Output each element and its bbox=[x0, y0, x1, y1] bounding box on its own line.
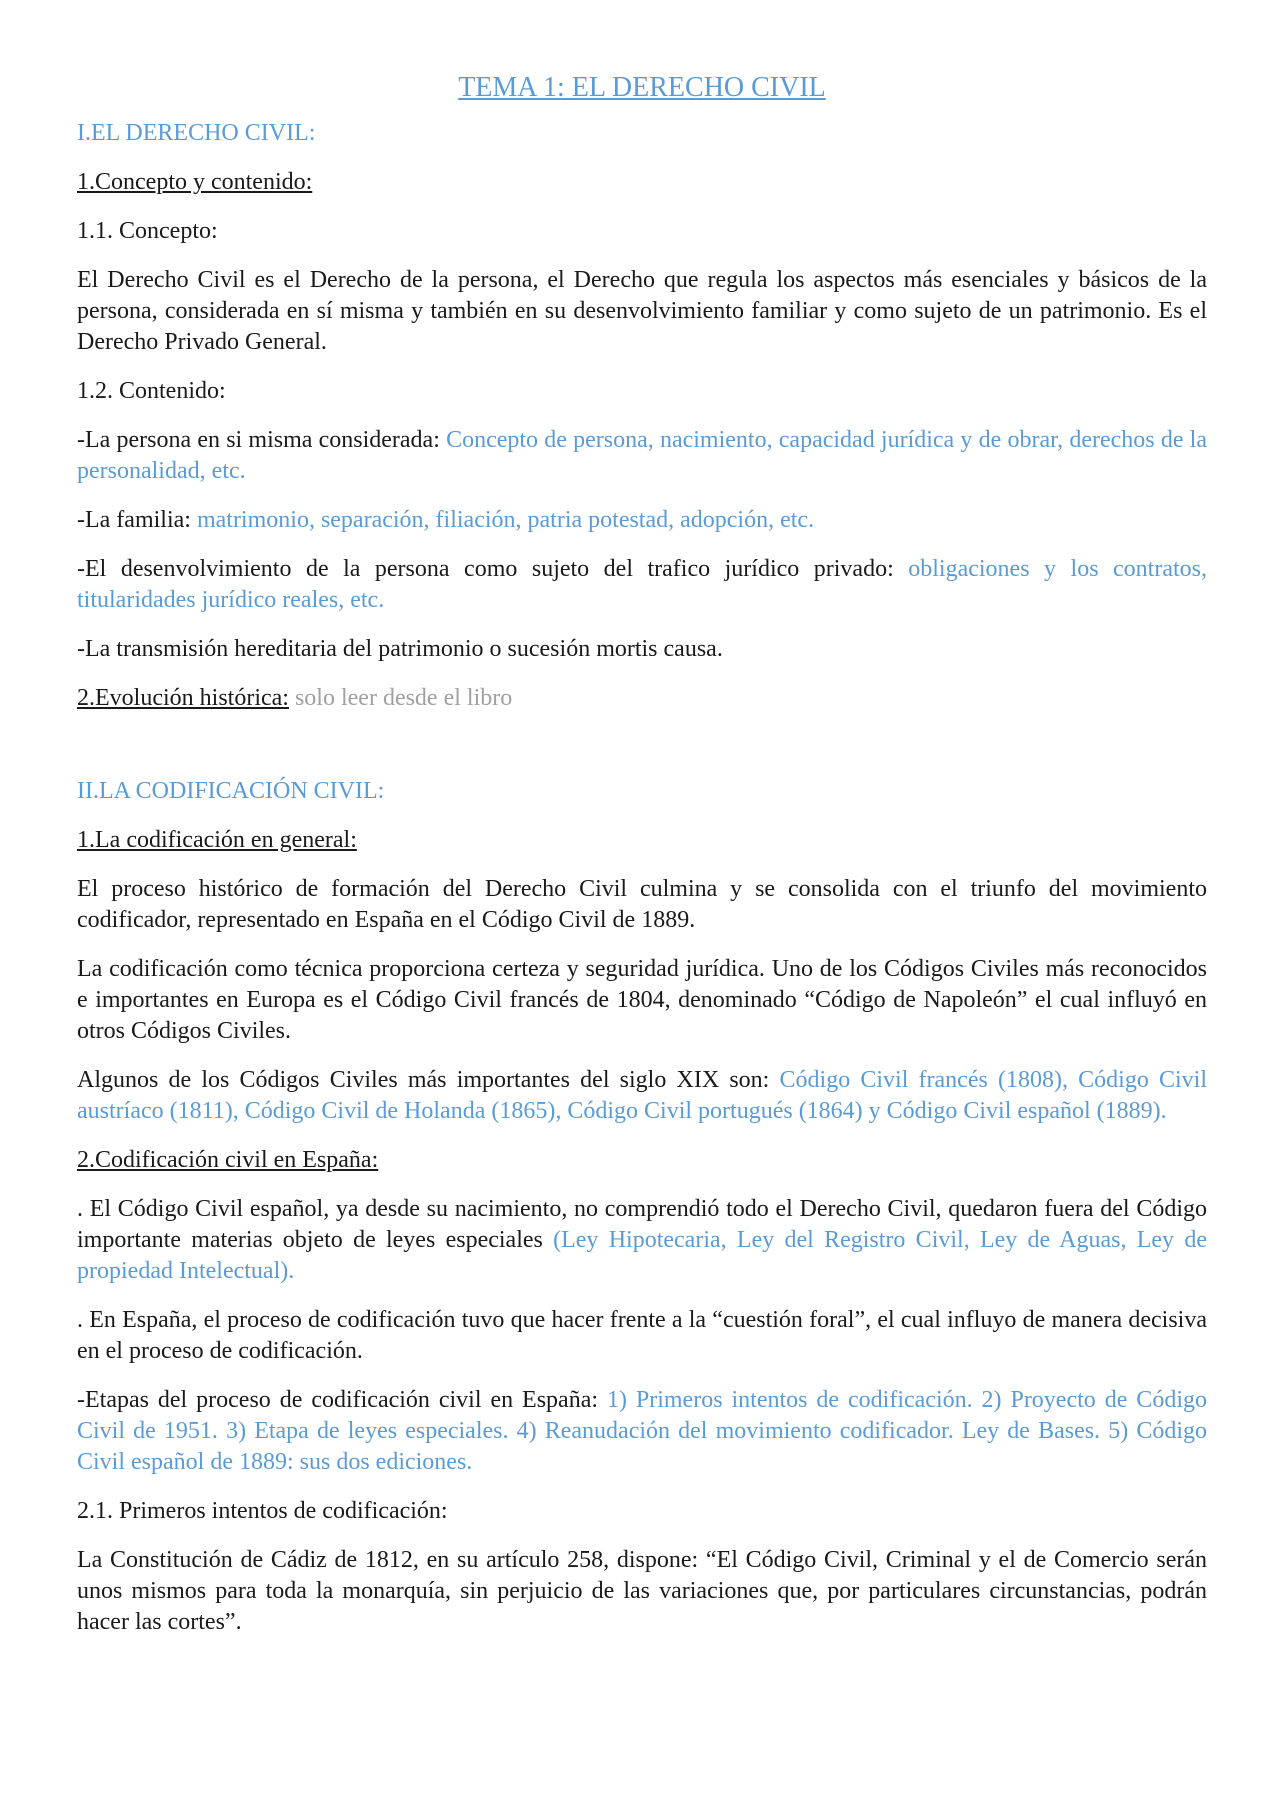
paragraph-proceso: El proceso histórico de formación del Derecho Civil culmina y se consolida con el triunfo del movimiento codificador, representado en España en el Código Civil de 1889. bbox=[77, 876, 1207, 933]
item-lead: Algunos de los Códigos Civiles más importantes del siglo XIX son: bbox=[77, 1067, 780, 1093]
item-highlight: obligaciones y los contratos, titularidades jurídico reales, etc. bbox=[77, 556, 1207, 613]
subheading-codificacion-espana bbox=[77, 1145, 1207, 1176]
paragraph-tecnica: La codificación como técnica proporciona certeza y seguridad jurídica. Uno de los Códigos Civiles más reconocidos e importantes en Europa es el Código Civil francés de 1804, denominado “Código de Napoleón” el cual influyó en otros Códigos Civiles. bbox=[77, 956, 1207, 1044]
item-lead: -La familia: bbox=[77, 507, 197, 533]
paragraph-cuestion-foral: . En España, el proceso de codificación tuvo que hacer frente a la “cuestión foral”, el cual influyo de manera decisiva en el proceso de codificación. bbox=[77, 1307, 1207, 1364]
paragraph-codigos bbox=[77, 1065, 1207, 1127]
subheading-concepto: 1.1. Concepto: bbox=[77, 218, 218, 244]
list-item-trafico bbox=[77, 554, 1207, 616]
subheading-text: 2.Codificación civil en España: bbox=[77, 1147, 379, 1173]
subheading-text: 1.Concepto y contenido: bbox=[77, 169, 313, 195]
item-highlight: Concepto de persona, nacimiento, capacidad jurídica y de obrar, derechos de la personalidad, etc. bbox=[77, 427, 1208, 484]
note-text: solo leer desde el libro bbox=[288, 685, 513, 711]
item-highlight: 1) Primeros intentos de codificación. 2) Proyecto de Código Civil de 1951. 3) Etapa de leyes especiales. 4) Reanudación del movimiento codificador. Ley de Bases. 5) Código Civil español de 1889: sus dos ediciones. bbox=[77, 1387, 1207, 1475]
list-item-familia bbox=[77, 505, 1207, 536]
subheading-text: 2.Evolución histórica: bbox=[77, 685, 289, 711]
subheading-codificacion-general bbox=[77, 825, 1207, 856]
subheading-concepto-contenido bbox=[77, 167, 1207, 198]
paragraph-concepto: El Derecho Civil es el Derecho de la persona, el Derecho que regula los aspectos más esenciales y básicos de la persona, considerada en sí misma y también en su desenvolvimiento familiar y como sujeto de un patrimonio. Es el Derecho Privado General. bbox=[77, 267, 1207, 355]
item-lead: . El Código Civil español, ya desde su nacimiento, no comprendió todo el Derecho Civil, quedaron fuera del Código importante materias objeto de leyes especiales bbox=[77, 1196, 1207, 1253]
paragraph-etapas bbox=[77, 1385, 1207, 1478]
spacer bbox=[77, 732, 1207, 776]
item-lead: -El desenvolvimiento de la persona como sujeto del trafico jurídico privado: bbox=[77, 556, 909, 582]
item-highlight: matrimonio, separación, filiación, patria potestad, adopción, etc. bbox=[196, 507, 815, 533]
paragraph-codigo-espanol bbox=[77, 1194, 1207, 1287]
subheading-contenido: 1.2. Contenido: bbox=[77, 378, 226, 404]
subheading-primeros-intentos: 2.1. Primeros intentos de codificación: bbox=[77, 1498, 448, 1524]
item-highlight: Código Civil francés (1808), Código Civil austríaco (1811), Código Civil de Holanda (1865), Código Civil portugués (1864) y Código Civil español (1889). bbox=[77, 1067, 1208, 1124]
list-item-persona bbox=[77, 425, 1207, 487]
section-heading-2: II.LA CODIFICACIÓN CIVIL: bbox=[77, 778, 385, 804]
section-heading-1: I.EL DERECHO CIVIL: bbox=[77, 120, 316, 146]
list-item-sucesion: -La transmisión hereditaria del patrimonio o sucesión mortis causa. bbox=[77, 636, 723, 662]
item-lead: -La persona en si misma considerada: bbox=[77, 427, 447, 453]
document-page bbox=[77, 70, 1207, 1656]
item-highlight: (Ley Hipotecaria, Ley del Registro Civil, Ley de Aguas, Ley de propiedad Intelectual). bbox=[77, 1227, 1207, 1284]
item-lead: -Etapas del proceso de codificación civil en España: bbox=[77, 1387, 607, 1413]
subheading-text: 1.La codificación en general: bbox=[77, 827, 357, 853]
subheading-evolucion bbox=[77, 683, 1207, 714]
paragraph-constitucion: La Constitución de Cádiz de 1812, en su artículo 258, dispone: “El Código Civil, Criminal y el de Comercio serán unos mismos para toda la monarquía, sin perjuicio de las variaciones que, por particulares circunstancias, podrán hacer las cortes”. bbox=[77, 1547, 1207, 1635]
document-title: TEMA 1: EL DERECHO CIVIL bbox=[458, 72, 826, 103]
